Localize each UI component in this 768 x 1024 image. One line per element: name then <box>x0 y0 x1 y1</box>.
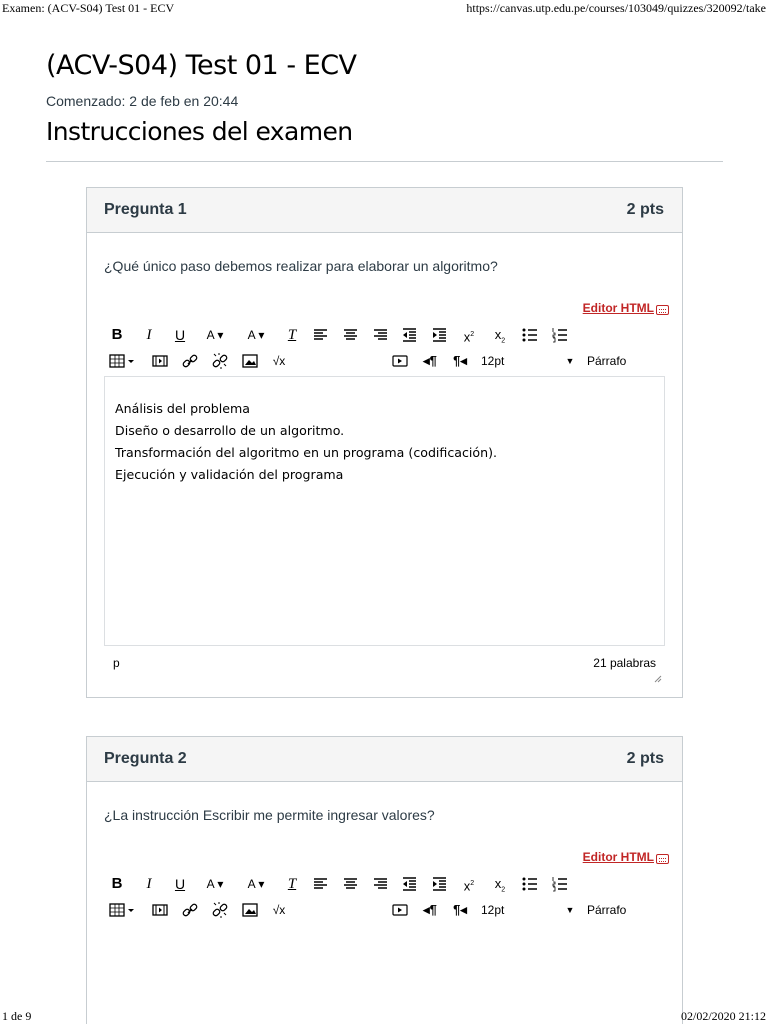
rtl-icon[interactable]: ¶◂ <box>453 353 467 368</box>
editor-html-link[interactable] <box>583 850 654 864</box>
indent-icon[interactable] <box>432 325 447 345</box>
page-title: (ACV-S04) Test 01 - ECV <box>46 50 357 81</box>
started-timestamp: Comenzado: 2 de feb en 20:44 <box>46 93 239 109</box>
question-text: ¿Qué único paso debemos realizar para elaborar un algoritmo? <box>104 258 498 274</box>
bold-icon[interactable]: B <box>111 875 123 892</box>
italic-icon[interactable]: I <box>146 876 152 892</box>
align-left-icon[interactable] <box>313 325 328 345</box>
outdent-icon[interactable] <box>402 874 417 894</box>
font-size-select[interactable]: 12pt <box>481 354 505 368</box>
italic-icon[interactable]: I <box>146 327 152 343</box>
numbered-list-icon[interactable] <box>552 874 568 894</box>
print-footer <box>0 1009 768 1024</box>
clear-formatting-icon[interactable]: T <box>287 327 297 343</box>
numbered-list-icon[interactable] <box>552 325 568 345</box>
question-name: Pregunta 1 <box>104 201 187 218</box>
answer-line: Transformación del algoritmo en un programa (codificación). <box>115 445 498 460</box>
editor-html-label: Editor HTML <box>582 301 654 315</box>
answer-line: Diseño o desarrollo de un algoritmo. <box>115 423 345 438</box>
embed-icon[interactable] <box>392 351 408 371</box>
editor-element-path[interactable]: p <box>113 656 120 670</box>
page-number: 1 de 9 <box>2 1009 32 1023</box>
rtl-icon[interactable]: ¶◂ <box>453 902 467 917</box>
resize-handle-icon[interactable] <box>654 670 662 678</box>
answer-editor[interactable] <box>104 376 665 646</box>
question-name: Pregunta 2 <box>104 750 187 767</box>
align-center-icon[interactable] <box>343 325 358 345</box>
align-right-icon[interactable] <box>373 325 388 345</box>
bullet-list-icon[interactable] <box>522 325 538 345</box>
question-card <box>86 187 683 698</box>
background-color-icon[interactable]: A ▾ <box>247 328 265 342</box>
answer-line: Análisis del problema <box>115 401 251 416</box>
editor-html-label: Editor HTML <box>582 850 654 864</box>
answer-line: Ejecución y validación del programa <box>115 467 344 482</box>
underline-icon[interactable]: U <box>174 876 186 892</box>
paragraph-select[interactable]: Párrafo <box>587 903 627 917</box>
question-card <box>86 736 683 1024</box>
print-header-title: Examen: (ACV-S04) Test 01 - ECV <box>2 1 175 15</box>
print-header <box>0 0 768 18</box>
chevron-down-icon[interactable]: ▼ <box>565 905 575 915</box>
unlink-icon[interactable] <box>212 351 228 371</box>
indent-icon[interactable] <box>432 874 447 894</box>
bold-icon[interactable]: B <box>111 326 123 343</box>
outdent-icon[interactable] <box>402 325 417 345</box>
image-icon[interactable] <box>242 900 258 920</box>
subscript-icon[interactable]: $x_2$ <box>494 327 506 345</box>
bullet-list-icon[interactable] <box>522 874 538 894</box>
media-icon[interactable] <box>152 351 168 371</box>
question-text: ¿La instrucción Escribir me permite ingresar valores? <box>104 807 435 823</box>
subscript-icon[interactable]: $x_2$ <box>494 876 506 894</box>
superscript-icon[interactable]: $x^2$ <box>463 329 475 345</box>
word-count: 21 palabras <box>593 656 656 670</box>
link-icon[interactable] <box>182 900 198 920</box>
question-points: 2 pts <box>626 201 664 218</box>
question-points: 2 pts <box>626 750 664 767</box>
paragraph-select[interactable]: Párrafo <box>587 354 627 368</box>
font-size-select[interactable]: 12pt <box>481 903 505 917</box>
question-header <box>87 188 682 233</box>
text-color-icon[interactable]: A ▾ <box>206 877 224 891</box>
table-icon[interactable] <box>109 900 137 920</box>
unlink-icon[interactable] <box>212 900 228 920</box>
print-timestamp: 02/02/2020 21:12 <box>680 1009 766 1023</box>
chevron-down-icon[interactable]: ▼ <box>565 356 575 366</box>
link-icon[interactable] <box>182 351 198 371</box>
background-color-icon[interactable]: A ▾ <box>247 877 265 891</box>
align-left-icon[interactable] <box>313 874 328 894</box>
align-center-icon[interactable] <box>343 874 358 894</box>
clear-formatting-icon[interactable]: T <box>287 876 297 892</box>
math-equation-icon[interactable]: √x <box>272 903 286 917</box>
align-right-icon[interactable] <box>373 874 388 894</box>
editor-html-link[interactable] <box>583 301 654 315</box>
math-equation-icon[interactable]: √x <box>272 354 286 368</box>
print-header-url: https://canvas.utp.edu.pe/courses/103049/quizzes/320092/take <box>466 1 766 15</box>
instructions-heading: Instrucciones del examen <box>46 117 353 146</box>
embed-icon[interactable] <box>392 900 408 920</box>
ltr-icon[interactable]: ◂¶ <box>423 902 437 917</box>
divider <box>46 161 723 162</box>
keyboard-icon <box>656 854 669 864</box>
image-icon[interactable] <box>242 351 258 371</box>
keyboard-icon <box>656 305 669 315</box>
underline-icon[interactable]: U <box>174 327 186 343</box>
question-header <box>87 737 682 782</box>
text-color-icon[interactable]: A ▾ <box>206 328 224 342</box>
table-icon[interactable] <box>109 351 137 371</box>
media-icon[interactable] <box>152 900 168 920</box>
ltr-icon[interactable]: ◂¶ <box>423 353 437 368</box>
superscript-icon[interactable]: $x^2$ <box>463 878 475 894</box>
